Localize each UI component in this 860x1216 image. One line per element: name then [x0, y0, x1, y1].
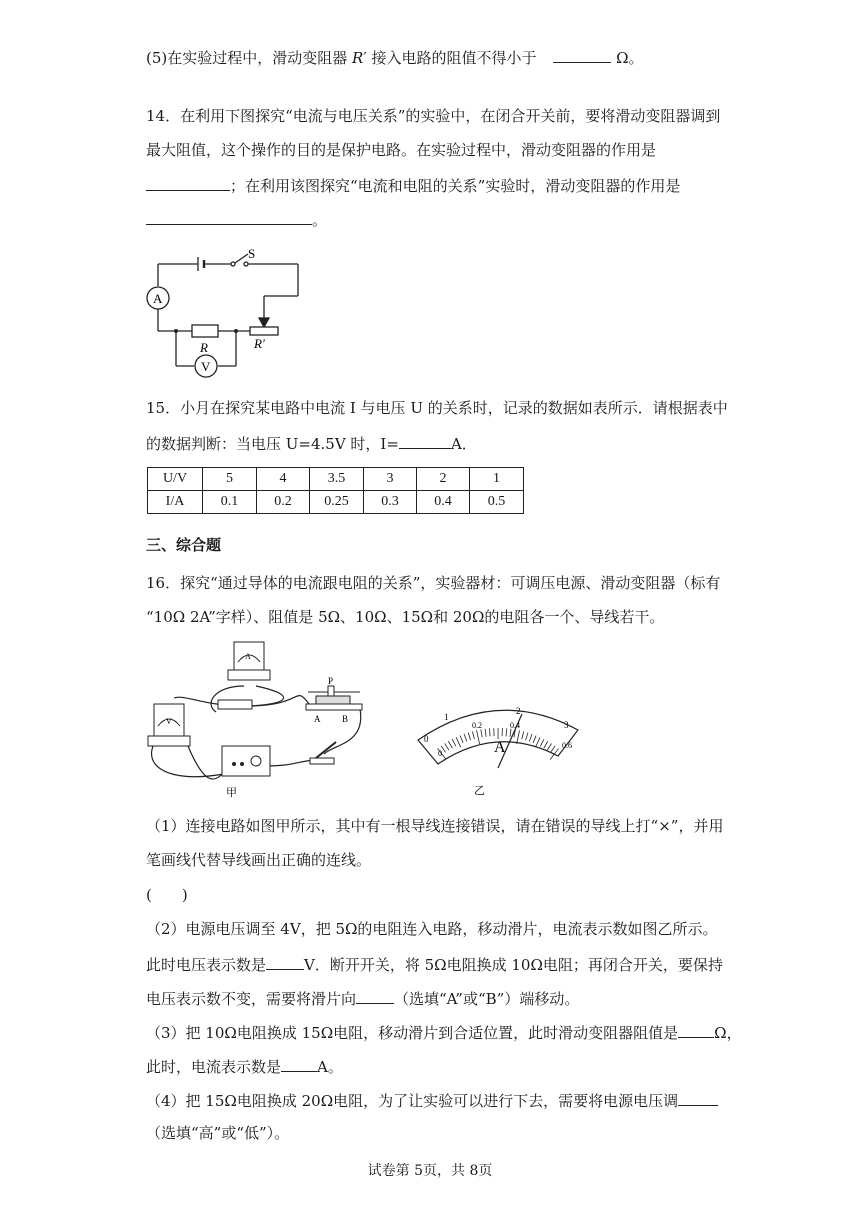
table-row — [148, 468, 524, 491]
q16-sub3-line2: 此时，电流表示数是 A。 — [146, 1055, 343, 1077]
answer-blank[interactable] — [678, 1021, 714, 1038]
meter-scale-label: 0.6 — [562, 741, 572, 750]
switch-label: S — [248, 246, 256, 261]
resistor-label: R — [200, 340, 208, 355]
q16-sub4-line1: （4）把 15Ω电阻换成 20Ω电阻，为了让实验可以进行下去，需要将电源电压调 — [146, 1089, 718, 1111]
answer-blank[interactable] — [146, 174, 230, 191]
table-cell: 1 — [470, 468, 524, 491]
q16-sub2-line1: （2）电源电压调至 4V，把 5Ω的电阻连入电路，移动滑片，电流表示数如图乙所示。 — [146, 920, 718, 938]
table-cell: 0.3 — [364, 491, 417, 514]
table-cell: 3.5 — [310, 468, 364, 491]
answer-blank[interactable] — [146, 208, 312, 225]
q14-circuit-diagram — [140, 244, 310, 384]
q16-text-line1: 16．探究“通过导体的电流跟电阻的关系”，实验器材：可调压电源、滑动变阻器（标有 — [146, 574, 721, 592]
meter-scale-label: 1 — [444, 712, 449, 722]
svg-text:B: B — [342, 714, 349, 724]
q15-text-line1: 15．小月在探究某电路中电流 I 与电压 U 的关系时，记录的数据如表所示．请根据表中 — [146, 399, 728, 417]
q16-sub2-line2: 此时电压表示数是 V．断开开关，将 5Ω电阻换成 10Ω电阻；再闭合开关，要保持 — [146, 953, 723, 975]
q16-sub1-line1: （1）连接电路如图甲所示，其中有一根导线连接错误，请在错误的导线上打“×”，并用 — [146, 817, 724, 835]
meter-scale-label: 2 — [516, 706, 521, 716]
figure-label-jia: 甲 — [226, 787, 237, 799]
ammeter-label: A — [153, 291, 163, 306]
table-cell: 2 — [417, 468, 470, 491]
q16-sub4-line2: （选填“高”或“低”）。 — [146, 1124, 290, 1142]
meter-scale-label: 3 — [564, 720, 569, 730]
table-cell: 0.4 — [417, 491, 470, 514]
q16-sub1-line2: 笔画线代替导线画出正确的连线。 — [146, 851, 372, 869]
table-cell: 4 — [257, 468, 310, 491]
meter-scale-label: 0 — [438, 749, 442, 758]
table-row — [148, 491, 524, 514]
svg-text:A: A — [245, 652, 251, 661]
svg-text:P: P — [328, 676, 334, 686]
q13-item5: (5)在实验过程中，滑动变阻器 R′ 接入电路的阻值不得小于 Ω。 — [146, 46, 644, 68]
answer-blank[interactable] — [678, 1089, 718, 1106]
q16-figure-jia — [144, 634, 374, 800]
q14-text-line3: ；在利用该图探究“电流和电阻的关系”实验时，滑动变阻器的作用是 — [146, 174, 680, 196]
meter-scale-label: 0 — [424, 734, 429, 744]
answer-blank[interactable] — [399, 432, 451, 449]
rheostat-device — [306, 676, 362, 724]
answer-blank[interactable] — [553, 46, 611, 63]
q15-text-line2: 的数据判断：当电压 U=4.5V 时，I= A． — [146, 432, 477, 454]
voltmeter-label: V — [201, 359, 211, 374]
section-title: 三、综合题 — [146, 536, 222, 554]
q16-text-line2: “10Ω 2A”字样）、阻值是 5Ω、10Ω、15Ω和 20Ω的电阻各一个、导线若干。 — [146, 608, 665, 626]
table-cell: 0.1 — [203, 491, 257, 514]
table-cell: 0.25 — [310, 491, 364, 514]
figure-label-yi: 乙 — [474, 785, 485, 797]
svg-text:V: V — [166, 717, 172, 726]
answer-blank[interactable] — [266, 953, 304, 970]
table-cell: 0.5 — [470, 491, 524, 514]
page-footer: 试卷第 5页，共 8页 — [367, 1163, 493, 1179]
meter-scale-label: 0.4 — [510, 721, 520, 730]
rheostat-label: R′ — [254, 336, 265, 351]
answer-blank[interactable] — [281, 1055, 317, 1072]
svg-text:A: A — [314, 714, 321, 724]
switch-device — [310, 742, 336, 764]
fixed-resistor — [218, 700, 252, 709]
ammeter-device — [228, 642, 270, 680]
q14-text-line2: 最大阻值，这个操作的目的是保护电路。在实验过程中，滑动变阻器的作用是 — [146, 141, 657, 159]
voltmeter-device — [148, 704, 190, 746]
meter-unit: A — [494, 739, 506, 756]
rheostat-symbol: R′ — [352, 49, 367, 67]
power-supply — [222, 746, 270, 776]
q16-sub3-line1: （3）把 10Ω电阻换成 15Ω电阻，移动滑片到合适位置，此时滑动变阻器阻值是 Ω， — [146, 1021, 742, 1043]
table-cell: 0.2 — [257, 491, 310, 514]
q16-figure-yi-meter — [412, 698, 592, 798]
meter-scale-label: 0.2 — [472, 721, 482, 730]
q14-text-line1: 14．在利用下图探究“电流与电压关系”的实验中，在闭合开关前，要将滑动变阻器调到 — [146, 107, 721, 125]
table-header-cell: U/V — [148, 468, 203, 491]
q16-sub2-line3: 电压表示数不变，需要将滑片向 （选填“A”或“B”）端移动。 — [146, 987, 579, 1009]
table-header-cell: I/A — [148, 491, 203, 514]
q14-text-line4: 。 — [146, 208, 327, 230]
answer-blank[interactable] — [356, 987, 394, 1004]
q15-data-table — [147, 467, 524, 514]
table-cell: 3 — [364, 468, 417, 491]
q16-sub1-answer[interactable]: ( ) — [146, 886, 188, 904]
table-cell: 5 — [203, 468, 257, 491]
